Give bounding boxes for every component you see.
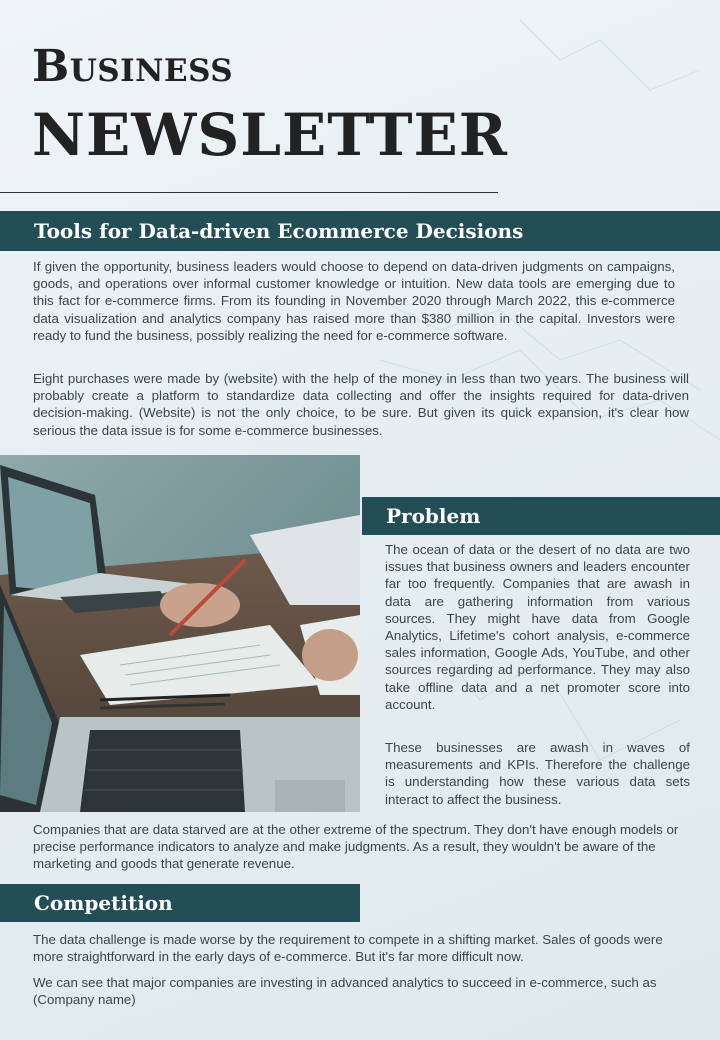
masthead	[32, 40, 508, 168]
section-heading-tools: Tools for Data-driven Ecommerce Decisions	[0, 211, 720, 251]
section-heading-problem: Problem	[362, 497, 720, 535]
laptop-desk-photo	[0, 455, 360, 812]
problem-paragraph-2: These businesses are awash in waves of measurements and KPIs. Therefore the challenge is understanding how these various data sets interact to affect the business.	[385, 740, 690, 807]
masthead-divider	[0, 192, 498, 193]
problem-paragraph-3: Companies that are data starved are at the other extreme of the spectrum. They don't have enough models or precise performance indicators to analyze and make judgments. As a result, they wouldn't be aware of the marketing and goods that generate revenue.	[33, 822, 679, 872]
masthead-line2: NEWSLETTER	[32, 101, 508, 169]
problem-paragraph-1: The ocean of data or the desert of no data are two issues that business owners and leaders encounter far too frequently. Companies that are awash in data are gathering information from various sources. They might have data from Google Analytics, Lifetime's cohort analysis, e-commerce sales information, Google Ads, YouTube, and other sources regarding ad performance. They may also take offline data and a net promoter score into account.	[385, 542, 690, 712]
masthead-line1: Business	[32, 41, 234, 92]
competition-paragraph-2: We can see that major companies are investing in advanced analytics to succeed in e-commerce, such as (Company name)	[33, 975, 657, 1008]
section-heading-competition: Competition	[0, 884, 360, 922]
tools-paragraph-2: Eight purchases were made by (website) with the help of the money in less than two years. The business will probably create a platform to standardize data collecting and offer the insights required for data-driven decision-making. (Website) is not the only choice, to be sure. But given its quick expansion, it's clear how serious the data issue is for some e-commerce businesses.	[33, 371, 689, 438]
tools-paragraph-1: If given the opportunity, business leaders would choose to depend on data-driven judgments on campaigns, goods, and operations over informal customer knowledge or intuition. New data tools are emerging due to this fact for e-commerce firms. From its founding in November 2020 through March 2022, this e-commerce data visualization and analytics company has raised more than $380 million in the capital. Investors were ready to fund the business, possibly realizing the need for e-commerce software.	[33, 259, 675, 343]
competition-paragraph-1: The data challenge is made worse by the requirement to compete in a shifting market. Sales of goods were more straightforward in the early days of e-commerce. But it's far more difficult now.	[33, 932, 663, 965]
